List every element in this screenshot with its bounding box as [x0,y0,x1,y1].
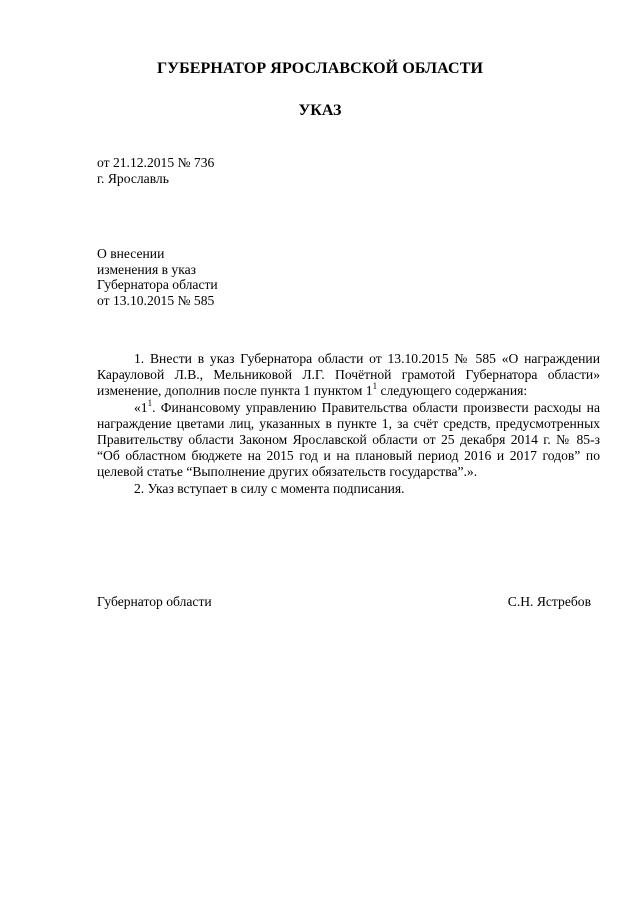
superscript: 1 [147,397,153,408]
city: г. Ярославль [97,170,169,186]
subject-block [97,246,218,308]
subject-line: Губернатора области [97,277,218,292]
document-body [97,351,600,497]
paragraph-2 [97,397,600,481]
paragraph-1-text: 1. Внести в указ Губернатора области от 13.10.2015 № 585 «О награждении Карауловой Л.В., Мельниковой Л.Г. Почётной грамотой Губернатора области» изменение, дополнив после пункта 1 пунктом 1 [97,351,600,399]
paragraph-1-tail: следующего содержания: [377,383,528,399]
paragraph-3: 2. Указ вступает в силу с момента подписания. [134,480,405,496]
date-number: от 21.12.2015 № 736 [97,155,215,170]
paragraph-2-open: «1 [134,399,148,415]
date-block [97,155,214,186]
subject-line: О внесении [97,246,165,261]
paragraph-1 [97,351,600,400]
subject-line: от 13.10.2015 № 585 [97,292,215,308]
signatory-position: Губернатор области [97,594,212,609]
subject-line: изменения в указ [97,261,197,277]
superscript: 1 [372,381,378,392]
document-type: УКАЗ [298,102,342,119]
authority-title: ГУБЕРНАТОР ЯРОСЛАВСКОЙ ОБЛАСТИ [156,60,484,77]
signatory-name: С.Н. Ястребов [507,594,591,609]
paragraph-2-text: . Финансовому управлению Правительства области произвести расходы на награждение цветами лиц, указанных в пункте 1, за счёт средств, предусмотренных Правительству области Законом Ярославской области от 25 декабря 2014 г. № 85-з “Об областном бюджете на 2015 год и на плановый период 2016 и 2017 годов” по целевой статье “Выполнение других обязательств государства”.». [97,399,600,480]
